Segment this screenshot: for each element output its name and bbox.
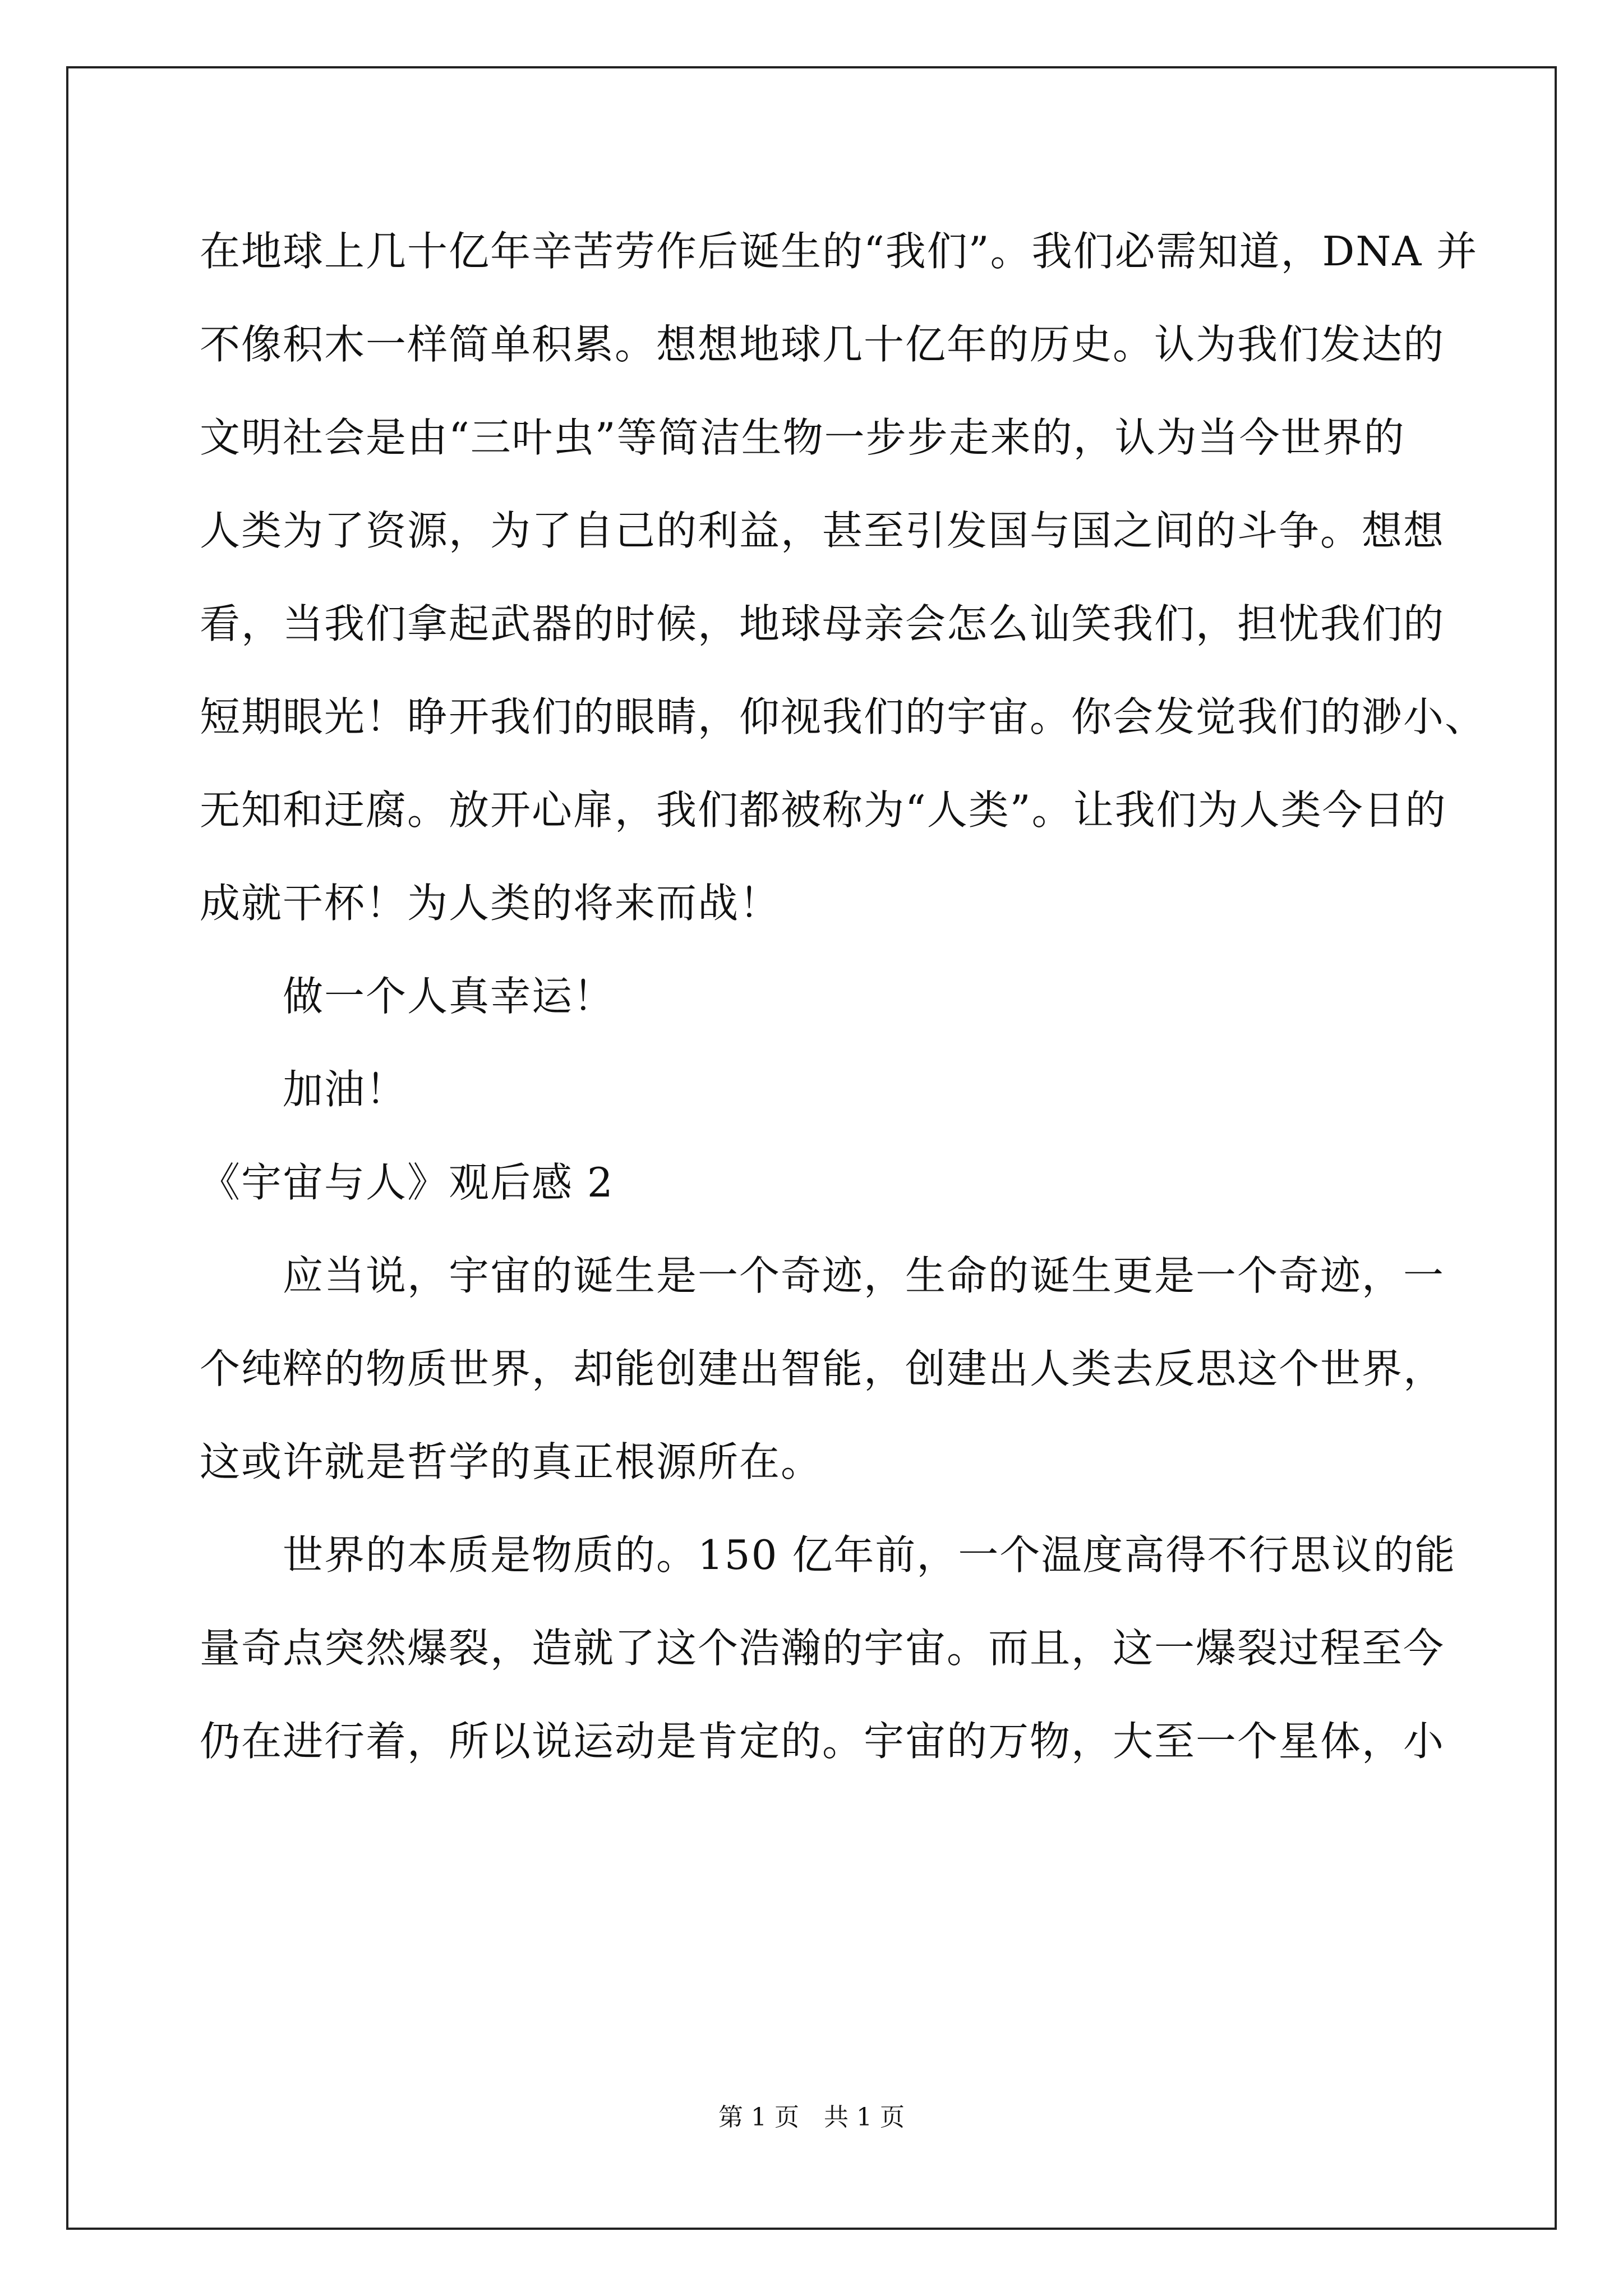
body-line-11: 应当说，宇宙的诞生是一个奇迹，生命的诞生更是一个奇迹，一 — [283, 1252, 1445, 1299]
page-border — [66, 66, 1557, 2230]
body-line-7: 无知和迂腐。放开心扉，我们都被称为“人类”。让我们为人类今日的 — [200, 786, 1447, 834]
body-line-14: 世界的本质是物质的。150 亿年前，一个温度高得不行思议的能 — [283, 1531, 1456, 1579]
body-line-1: 在地球上几十亿年辛苦劳作后诞生的“我们”。我们必需知道，DNA 并 — [200, 228, 1478, 275]
body-line-5: 看，当我们拿起武器的时候，地球母亲会怎么讪笑我们，担忧我们的 — [200, 600, 1445, 647]
body-line-12: 个纯粹的物质世界，却能创建出智能，创建出人类去反思这个世界， — [200, 1345, 1445, 1392]
page-number-footer: 第 1 页 共 1 页 — [718, 2103, 905, 2132]
body-line-3: 文明社会是由“三叶虫”等简洁生物一步步走来的，认为当今世界的 — [200, 414, 1405, 461]
body-line-4: 人类为了资源，为了自己的利益，甚至引发国与国之间的斗争。想想 — [200, 507, 1445, 554]
body-line-13: 这或许就是哲学的真正根源所在。 — [200, 1438, 823, 1485]
body-line-10: 加油！ — [283, 1066, 408, 1113]
section-heading: 《宇宙与人》观后感 2 — [200, 1159, 614, 1206]
body-line-16: 仍在进行着，所以说运动是肯定的。宇宙的万物，大至一个星体，小 — [200, 1718, 1445, 1765]
body-line-15: 量奇点突然爆裂，造就了这个浩瀚的宇宙。而且，这一爆裂过程至今 — [200, 1625, 1445, 1672]
body-line-2: 不像积木一样简单积累。想想地球几十亿年的历史。认为我们发达的 — [200, 321, 1445, 368]
body-line-8: 成就干杯！为人类的将来而战！ — [200, 880, 781, 927]
body-line-6: 短期眼光！睁开我们的眼睛，仰视我们的宇宙。你会发觉我们的渺小、 — [200, 693, 1487, 740]
body-line-9: 做一个人真幸运！ — [283, 973, 615, 1020]
